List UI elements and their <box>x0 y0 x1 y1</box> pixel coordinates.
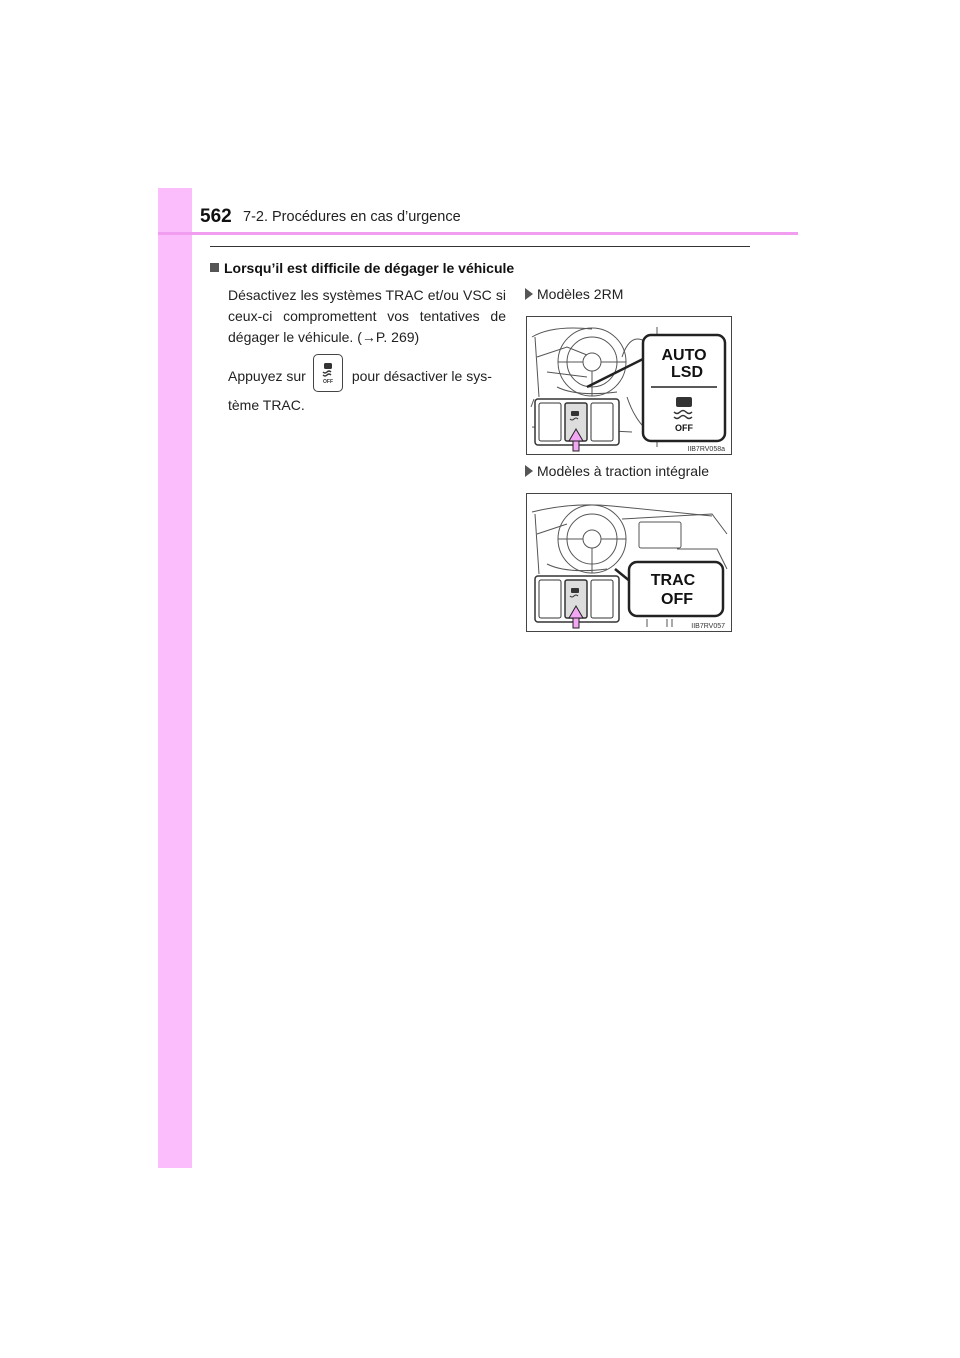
page-number: 562 <box>200 206 232 227</box>
figure-2wd-dashboard <box>526 316 732 455</box>
figure2-code: IIB7RV057 <box>691 623 725 630</box>
chapter-title: 7-2. Procédures en cas d’urgence <box>243 209 461 225</box>
figure1-callout-line2: LSD <box>671 364 703 381</box>
instruction-text-after: pour désactiver le sys- <box>351 368 492 384</box>
instruction-paragraph <box>228 366 506 387</box>
triangle-bullet-icon <box>525 288 533 300</box>
figure2-callout-line1: TRAC <box>650 572 696 589</box>
instruction-text-before: Appuyez sur <box>228 368 306 384</box>
figure-label-2wd-text: Modèles 2RM <box>537 286 624 302</box>
figure1-callout-bottom: OFF <box>675 423 693 433</box>
section-heading-text: Lorsqu’il est difficile de dégager le véhicule <box>224 260 515 276</box>
figure-label-4wd-text: Modèles à traction intégrale <box>537 463 709 479</box>
triangle-bullet-icon <box>525 465 533 477</box>
figure1-callout-line1: AUTO <box>661 347 707 364</box>
section-heading <box>210 260 514 276</box>
side-tab <box>158 188 192 1168</box>
figure2-callout-line2: OFF <box>661 591 693 608</box>
figure-label-2wd <box>525 286 623 302</box>
figure-4wd-dashboard <box>526 493 732 632</box>
header-rule <box>158 232 798 235</box>
trac-off-icon <box>313 354 343 392</box>
figure1-code: IIB7RV058a <box>687 446 725 453</box>
square-bullet-icon <box>210 263 219 272</box>
instruction-paragraph-end: tème TRAC. <box>228 397 305 413</box>
section-divider <box>210 246 750 247</box>
figure-label-4wd <box>525 463 709 479</box>
intro-paragraph: Désactivez les systèmes TRAC et/ou VSC si ceux-ci compromettent vos tentatives de dégager le véhicule. (→P. 269) <box>228 287 506 345</box>
svg-text:OFF: OFF <box>323 379 333 385</box>
